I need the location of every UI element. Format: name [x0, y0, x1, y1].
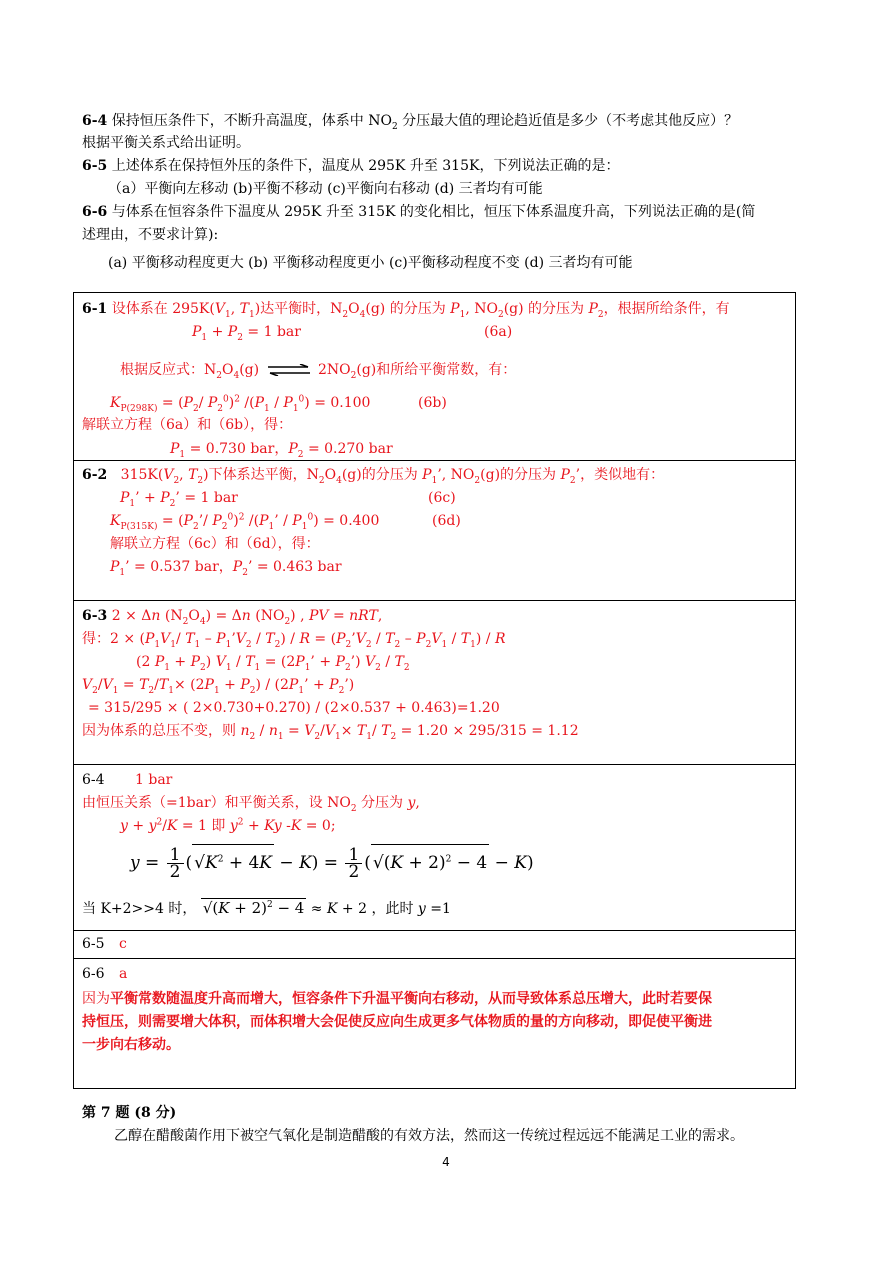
question-6-6-options: (a) 平衡移动程度更大 (b) 平衡移动程度更小 (c)平衡移动程度不变 (d) 三者均有可能: [108, 255, 633, 271]
answer-6-1-reaction: 根据反应式：$N_2O_4(g)$ $2NO_2(g)$和所给平衡常数，有：: [120, 362, 517, 381]
answer-6-2-solve: 解联立方程（6c）和（6d），得：: [110, 536, 320, 552]
answer-6-3-line2: 得：$2 \times (P_1V_1/$ $T_1$ – $P_1’V_2 / T_2$) / $R = (P_2’V_2 / T_2 - P_2V_1 / T_1) / R$: [82, 631, 506, 650]
answer-6-2-intro: 6-2 $315K(V_2$, $T_2$)下体系达平衡，$N_2O_4(g)$的分压为 $P_1$’, $NO_2(g)$的分压为 $P_2$’，类似地有：: [82, 467, 665, 486]
answer-6-2-tag-6c: (6c): [428, 490, 456, 506]
answer-6-4-formula: y = $\frac{1}{2}$ ( $√K^2 + 4K - K$) = $\frac{1}{2}$ ( $√(K + 2)^2 - 4 - K$): [130, 845, 534, 882]
answer-box-6-5: [73, 930, 796, 959]
answer-6-6-reason-line2: 持恒压，则需要增大体积，而体积增大会促使反应向生成更多气体物质的量的方向移动，即促使平衡进: [82, 1014, 712, 1030]
answer-6-2-eq-6c: $P_1$’ + $P_2$’ = 1 bar: [120, 490, 238, 509]
page-number: 4: [442, 1155, 450, 1169]
answer-6-1-eq-6a: $P_1 + P_2 = 1$ bar: [192, 324, 301, 343]
answer-6-2-result: $P_1$’ = 0.537 bar，$P_2$’ = 0.463 bar: [110, 559, 342, 578]
question-6-4-line2: 根据平衡关系式给出证明。: [82, 135, 250, 151]
answer-6-1-tag-6a: (6a): [484, 324, 513, 340]
answer-6-4-line2: $y + y^2/K = 1$ 即 $y^2 + Ky$ -K = 0;: [120, 817, 336, 834]
answer-6-1-eq-6b: $K_{P(298K)} = (P_2/$ $P_2^0)^2$ $/(P_1 / P_1^0) = 0.100$: [110, 394, 371, 414]
answer-6-1-intro: 6-1 设体系在 $295K(V_1$, $T_1$)达平衡时，$N_2O_4(g)$ 的分压为 $P_1$, $NO_2(g)$ 的分压为 $P_2$，根据所给条件，有: [82, 301, 730, 320]
question-6-6: 6-6 与体系在恒容条件下温度从 295K 升至 315K 的变化相比，恒压下体系温度升高，下列说法正确的是(简: [82, 204, 756, 220]
answer-6-2-eq-6d: $K_{P(315K)}$ = ($P_2’/$ $P_2^0)^2$ $/(P_1$’ / $P_1^0) = 0.400$: [110, 512, 380, 532]
equilibrium-arrow-icon: [268, 364, 310, 376]
answer-6-1-solve: 解联立方程（6a）和（6b），得：: [82, 417, 293, 433]
question-6-4: 6-4 保持恒压条件下，不断升高温度，体系中 $NO_2$ 分压最大值的理论趋近值是多少（不考虑其他反应）？: [82, 113, 739, 132]
answer-6-4-line1: 由恒压关系（=1bar）和平衡关系，设 $NO_2$ 分压为 y,: [82, 795, 420, 814]
question-6-5: 6-5 上述体系在保持恒外压的条件下，温度从 295K 升至 315K，下列说法正确的是：: [82, 158, 620, 174]
answer-6-2-tag-6d: (6d): [432, 513, 461, 529]
answer-6-6-reason-line3: 一步向右移动。: [82, 1037, 180, 1053]
answer-6-3-line3: (2 $P_1 + P_2$) $V_1 / T_1 = (2P_1$’ + $P_2$’) $V_2 / T_2$: [136, 654, 410, 673]
answer-6-3-line5: = 315/295 × ( 2×0.730+0.270) / (2×0.537 + 0.463)=1.20: [88, 700, 500, 716]
question-7-title: 第 7 题 (8 分): [82, 1105, 177, 1121]
answer-6-3-line4: $V_2/V_1 = T_2/T_1\times (2P_1 + P_2) / (2P_1$’ + $P_2$’): [82, 677, 355, 696]
question-6-6-line2: 述理由，不要求计算):: [82, 227, 219, 243]
answer-6-1-result: $P_1 = 0.730$ bar，$P_2 = 0.270$ bar: [170, 441, 393, 460]
answer-6-6-header: 6-6 a: [82, 966, 128, 982]
answer-6-6-reason-line1: 因为平衡常数随温度升高而增大，恒容条件下升温平衡向右移动，从而导致体系总压增大，此时若要保: [82, 991, 712, 1007]
question-6-5-options: （a）平衡向左移动 (b)平衡不移动 (c)平衡向右移动 (d) 三者均有可能: [108, 181, 543, 197]
question-7-text: 乙醇在醋酸菌作用下被空气氧化是制造醋酸的有效方法，然而这一传统过程远远不能满足工业的需求。: [114, 1128, 744, 1144]
answer-6-4-condition: 当 K+2>>4 时， $√(K + 2)^2 - 4 \approx K + 2$ ，此时 y =1: [82, 899, 451, 917]
answer-6-3-line1: 6-3 2 × Δn $(N_2O_4) = \Delta n$ $(NO_2)$ , PV = nRT,: [82, 608, 383, 627]
answer-6-4-header: 6-4 1 bar: [82, 772, 173, 788]
answer-6-5: 6-5 c: [82, 936, 127, 952]
answer-6-1-tag-6b: (6b): [418, 395, 447, 411]
answer-6-3-line6: 因为体系的总压不变，则 $n_2 / n_1 = V_2/V_1\times T_1/$ $T_2 = 1.20 \times 295/315 = 1.12$: [82, 723, 579, 742]
